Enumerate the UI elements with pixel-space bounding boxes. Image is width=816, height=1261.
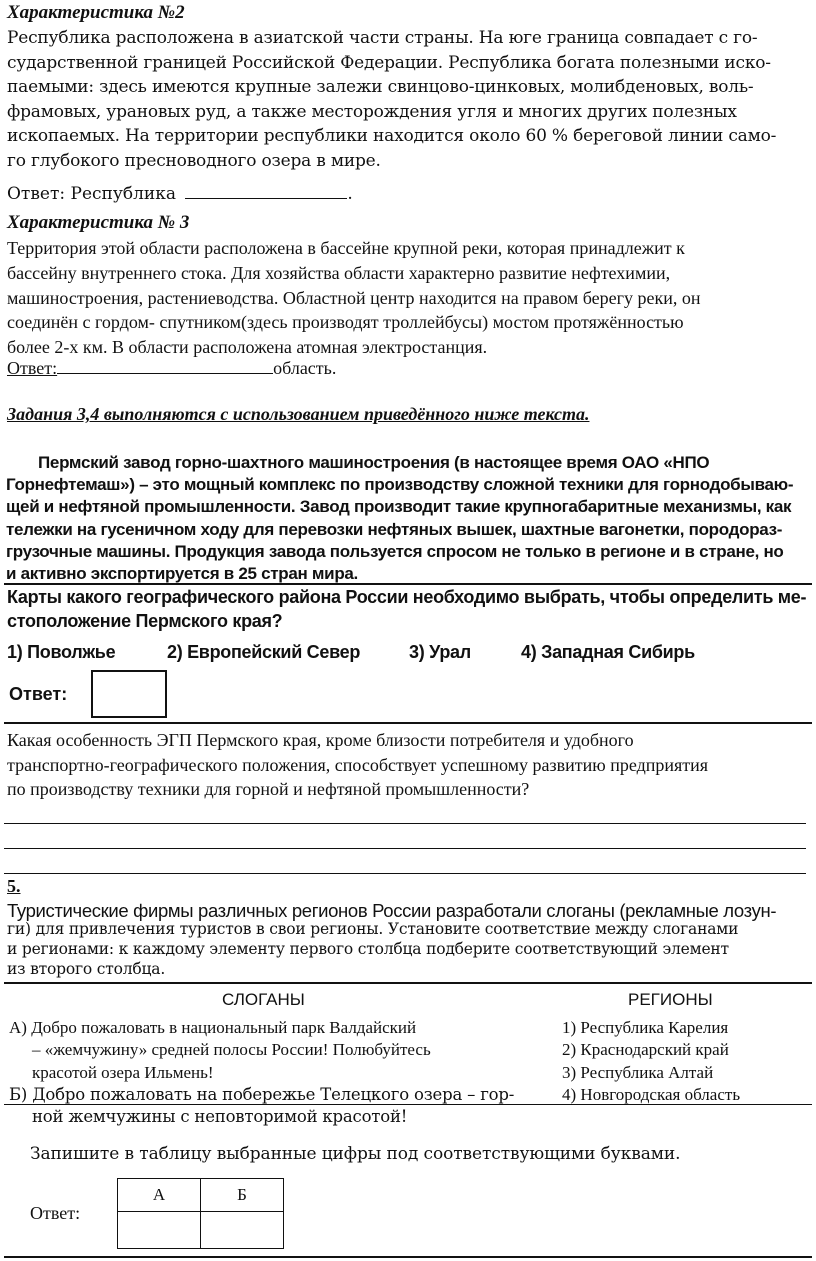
regions-header: РЕГИОНЫ — [628, 990, 713, 1009]
text-line: Пермский завод горно-шахтного машиностроения (в настоящее время ОАО «НПО — [38, 453, 710, 472]
char2-answer: Ответ: Республика . — [7, 184, 353, 204]
slogan-a — [9, 1017, 529, 1084]
divider — [4, 1104, 812, 1105]
text-line: сударственной границей Российской Федерации. Республика богата полезными иско- — [7, 52, 771, 73]
char3-title: Характеристика № 3 — [7, 212, 190, 233]
text-line: – «жемчужину» средней полосы России! Полюбуйтесь — [32, 1040, 431, 1060]
slogans-header: СЛОГАНЫ — [222, 990, 305, 1009]
text-line: стоположение Пермского края? — [7, 611, 283, 631]
region-item: 4) Новгородская область — [562, 1084, 741, 1104]
text-line: соединён с гордом- спутником(здесь производят троллейбусы) мостом протяжённостью — [7, 312, 684, 333]
text-line: ги) для привлечения туристов в свои регионы. Установите соответствие между слоганами — [7, 920, 739, 938]
q4-question — [7, 728, 813, 802]
col-b-header: Б — [201, 1179, 284, 1212]
slogan-b — [9, 1084, 539, 1129]
tasks34-heading: Задания 3,4 выполняются с использованием приведённого ниже текста. — [7, 404, 590, 424]
q5-answer-table — [117, 1178, 284, 1249]
text-line: ископаемых. На территории республики находится около 60 % береговой линии само- — [7, 126, 777, 146]
answer-blank[interactable] — [57, 373, 273, 374]
answer-line[interactable] — [4, 823, 806, 824]
region-item: 2) Краснодарский край — [562, 1040, 729, 1060]
q3-answer-box[interactable] — [91, 670, 167, 718]
text-line: Какая особенность ЭГП Пермского края, кроме близости потребителя и удобного — [7, 730, 634, 750]
q5-line1: Туристические фирмы различных регионов России разработали слоганы (рекламные лозун- — [7, 900, 777, 921]
text-line: более 2-х км. В области расположена атомная электростанция. — [7, 337, 488, 358]
text-line: транспортно-географического положения, способствует успешному развитию предприятия — [7, 754, 709, 775]
option-4[interactable]: 4) Западная Сибирь — [521, 642, 695, 662]
text-line: щей и нефтяной промышленности. Завод производит такие крупногабаритные механизмы, как — [6, 497, 792, 517]
tasks34-text — [6, 452, 808, 585]
text-line: грузочные машины. Продукция завода пользуется спросом не только в регионе и в стране, но — [6, 541, 784, 561]
option-2[interactable]: 2) Европейский Север — [167, 642, 361, 662]
text-line: бассейну внутреннего стока. Для хозяйства области характерно развитие нефтехимии, — [7, 262, 671, 283]
char2-text — [7, 26, 807, 173]
answer-blank[interactable] — [185, 198, 347, 199]
q3-answer-label: Ответ: — [9, 684, 68, 704]
text-line: Республика расположена в азиатской части страны. На юге граница совпадает с го- — [7, 28, 758, 48]
text-line: фрамовых, урановых руд, а также месторождения угля и многих других полезных — [7, 101, 737, 122]
char3-text — [7, 236, 813, 360]
text-line: машиностроения, растениеводства. Областной центр находится на правом берегу реки, он — [7, 287, 701, 308]
q5-text — [7, 919, 813, 979]
regions-list — [562, 1017, 812, 1106]
region-item: 1) Республика Карелия — [562, 1018, 729, 1037]
divider — [4, 982, 812, 984]
text-line: тележки на гусеничном ходу для перевозки нефтяных вышек, шахтные вагонетки, породораз- — [6, 519, 783, 539]
q5-answer-label: Ответ: — [30, 1203, 81, 1223]
text-line: и регионами: к каждому элементу первого столбца подберите соответствующий элемент — [7, 940, 729, 958]
q5-instruction: Запишите в таблицу выбранные цифры под соответствующими буквами. — [30, 1144, 681, 1164]
answer-cell-b[interactable] — [201, 1212, 284, 1249]
text-line: красотой озера Ильмень! — [32, 1062, 214, 1082]
region-item: 3) Республика Алтай — [562, 1062, 714, 1082]
q3-question — [7, 585, 813, 633]
text-line: Горнефтемаш») – это мощный комплекс по производству сложной техники для горнодобываю- — [6, 475, 794, 495]
text-line: А) Добро пожаловать в национальный парк Валдайский — [9, 1018, 417, 1037]
text-line: го глубокого пресноводного озера в мире. — [7, 150, 381, 171]
text-line: Территория этой области расположена в бассейне крупной реки, которая принадлежит к — [7, 238, 685, 258]
text-line: Карты какого географического района России необходимо выбрать, чтобы определить ме- — [7, 587, 807, 607]
col-a-header: А — [118, 1179, 201, 1212]
divider — [4, 1256, 812, 1258]
option-1[interactable]: 1) Поволжье — [7, 642, 116, 662]
q5-number: 5. — [7, 876, 21, 896]
answer-line[interactable] — [4, 873, 806, 874]
text-line: ной жемчужины с неповторимой красотой! — [32, 1107, 408, 1127]
char3-answer: Ответ: область. — [7, 358, 337, 378]
answer-cell-a[interactable] — [118, 1212, 201, 1249]
answer-line[interactable] — [4, 848, 806, 849]
text-line: из второго столбца. — [7, 960, 166, 978]
text-line: и активно экспортируется в 25 стран мира. — [6, 564, 358, 584]
text-line: паемыми: здесь имеются крупные залежи свинцово-цинковых, молибденовых, воль- — [7, 77, 754, 97]
text-line: Б) Добро пожаловать на побережье Телецкого озера – гор- — [9, 1085, 515, 1104]
option-3[interactable]: 3) Урал — [409, 642, 471, 662]
char2-title: Характеристика №2 — [7, 2, 185, 23]
divider — [4, 722, 812, 724]
text-line: по производству техники для горной и нефтяной промышленности? — [7, 779, 530, 799]
